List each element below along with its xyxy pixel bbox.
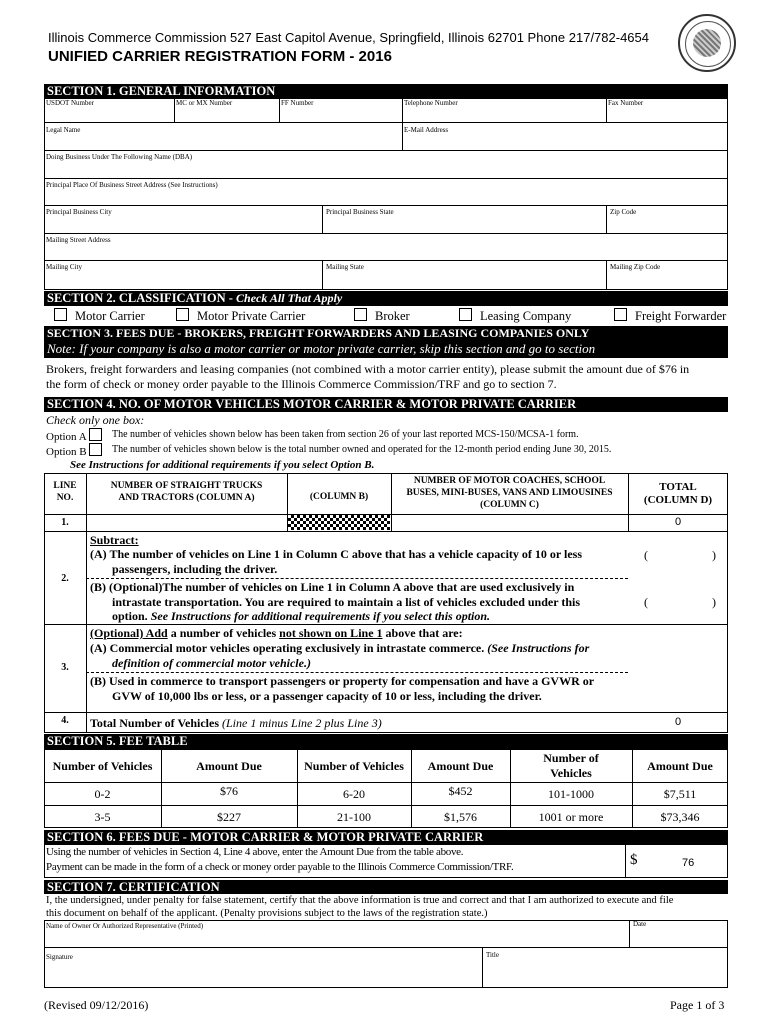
telephone-field[interactable]: Telephone Number [404,99,458,107]
line1-total: 0 [674,516,682,528]
fee-cell: 101-1000 [548,787,594,801]
line3b-text: (B) Used in commerce to transport passengers or property for compensation and have a GVWR or [90,674,595,688]
section2-header: SECTION 2. CLASSIFICATION - Check All That Apply [44,291,728,306]
line1-number: 1. [61,517,69,528]
fee-cell: 3-5 [94,810,111,824]
freight-forwarder-checkbox[interactable]: Freight Forwarder [614,308,726,324]
section6-amount-due[interactable]: 76 [682,857,695,869]
representative-name-field[interactable]: Name of Owner Or Authorized Representative (Printed) [46,922,204,930]
mailing-state-field[interactable]: Mailing State [326,263,364,271]
mailing-street-field[interactable]: Mailing Street Address [46,236,111,244]
section1-header: SECTION 1. GENERAL INFORMATION [44,84,728,98]
fee-cell: 1001 or more [538,810,604,824]
mailing-city-field[interactable]: Mailing City [46,263,82,271]
line2-number: 2. [61,573,69,584]
fee-header-amount-3: Amount Due [647,759,713,773]
option-b-instructions: See Instructions for additional requirements if you select Option B. [70,459,375,471]
fee-header-amount-2: Amount Due [427,759,494,773]
section7-header: SECTION 7. CERTIFICATION [44,880,728,894]
motor-private-carrier-checkbox[interactable]: Motor Private Carrier [176,308,305,324]
fee-header-vehicles-3: Number of Vehicles [543,751,599,780]
title-field[interactable]: Title [486,951,499,959]
motor-carrier-checkbox[interactable]: Motor Carrier [54,308,145,324]
fee-cell: $7,511 [663,787,697,801]
line4-label: Total Number of Vehicles (Line 1 minus Line 2 plus Line 3) [90,716,382,730]
line3-number: 3. [61,662,69,673]
email-field[interactable]: E-Mail Address [404,126,449,134]
checkbox-icon [89,428,102,441]
col-b-header: (COLUMN B) [309,492,369,502]
principal-city-field[interactable]: Principal Business City [46,208,112,216]
line3-intro: (Optional) Add a number of vehicles not shown on Line 1 above that are: [90,626,463,640]
usdot-number-field[interactable]: USDOT Number [46,99,94,107]
section1-grid [44,98,728,290]
line2b-text: (B) (Optional)The number of vehicles on Line 1 in Column A above that are used exclusively in [90,580,575,594]
col-a-header: NUMBER OF STRAIGHT TRUCKS AND TRACTORS (COLUMN A) [110,481,263,503]
section6-line1: Using the number of vehicles in Section 4, Line 4 above, enter the Amount Due from the table above. [46,846,464,858]
checkbox-icon [176,308,189,321]
dba-field[interactable]: Doing Business Under The Following Name (DBA) [46,153,193,161]
fee-cell: $452 [448,784,473,798]
line1-column-c-input[interactable] [392,515,627,530]
option-a-text: The number of vehicles shown below has been taken from section 26 of your last reported MCS-150/MCSA-1 form. [112,429,579,440]
signature-field[interactable]: Signature [46,953,73,961]
section4-header: SECTION 4. NO. OF MOTOR VEHICLES MOTOR CARRIER & MOTOR PRIVATE CARRIER [44,397,728,412]
fee-cell: $1,576 [444,810,477,824]
checkbox-icon [614,308,627,321]
header-address: Illinois Commerce Commission 527 East Capitol Avenue, Springfield, Illinois 62701 Phone 217/782-4654 [48,30,649,45]
fee-cell: $76 [220,784,238,798]
fee-header-vehicles-1: Number of Vehicles [52,759,153,773]
line2a-text: (A) The number of vehicles on Line 1 in Column C above that has a vehicle capacity of 10 or less [90,547,583,561]
fee-header-vehicles-2: Number of Vehicles [304,759,404,773]
line2a-text-cont: passengers, including the driver. [112,562,278,576]
principal-state-field[interactable]: Principal Business State [326,208,394,216]
mailing-zip-field[interactable]: Mailing Zip Code [610,263,661,271]
certification-text-1: I, the undersigned, under penalty for false statement, certify that the above information is true and correct and that I am authorized to execute and file [46,895,674,906]
section3-header: SECTION 3. FEES DUE - BROKERS, FREIGHT FORWARDERS AND LEASING COMPANIES ONLY Note: If your company is also a motor carrier or motor private carrier, skip this section and go to section [44,326,728,358]
subtract-label: Subtract: [90,533,139,547]
principal-street-field[interactable]: Principal Place Of Business Street Address (See Instructions) [46,181,218,189]
mc-number-field[interactable]: MC or MX Number [176,99,233,107]
line2b-text-cont2: option. See Instructions for additional requirements if you select this option. [112,609,491,623]
col-d-header: TOTAL (COLUMN D) [643,481,713,506]
option-b-checkbox[interactable]: Option B [46,443,110,458]
dollar-sign: $ [630,852,638,868]
section3-body-line2: the form of check or money order payable to the Illinois Commerce Commission/TRF and go to section 7. [46,377,557,391]
col-c-header: NUMBER OF MOTOR COACHES, SCHOOL BUSES, MINI-BUSES, VANS AND LIMOUSINES (COLUMN C) [406,476,613,510]
leasing-company-checkbox[interactable]: Leasing Company [459,308,571,324]
legal-name-field[interactable]: Legal Name [46,126,81,134]
ff-number-field[interactable]: FF Number [281,99,314,107]
fee-cell: 21-100 [337,810,371,824]
column-b-shaded-cell [288,515,390,530]
option-b-text: The number of vehicles shown below is the total number owned and operated for the 12-month period ending June 30, 2015. [112,444,612,455]
line3a-text-cont: definition of commercial motor vehicle.) [112,656,311,670]
checkbox-icon [54,308,67,321]
section6-header: SECTION 6. FEES DUE - MOTOR CARRIER & MOTOR PRIVATE CARRIER [44,830,728,844]
line4-total: 0 [674,716,682,728]
option-a-checkbox[interactable]: Option A [46,428,110,443]
fee-header-amount-1: Amount Due [196,759,262,773]
page-number: Page 1 of 3 [670,998,725,1012]
line1-column-a-input[interactable] [87,515,286,530]
section3-body-line1: Brokers, freight forwarders and leasing companies (not combined with a motor carrier entity), please submit the amount due of $76 in [46,362,690,376]
line2a-amount-input[interactable]: ( ) [644,548,716,562]
certification-text-2: this document on behalf of the applicant. (Penalty provisions subject to the laws of the registration state.) [46,908,488,919]
checkbox-icon [89,443,102,456]
line4-number: 4. [61,715,69,726]
date-field[interactable]: Date [633,920,647,928]
fee-cell: 0-2 [94,787,111,801]
form-title: UNIFIED CARRIER REGISTRATION FORM - 2016 [48,48,392,65]
line2b-text-cont: intrastate transportation. You are required to maintain a list of vehicles excluded under this [112,595,580,609]
fee-cell: 6-20 [343,787,365,801]
col-line-no-header: LINE NO. [53,481,77,503]
checkbox-icon [459,308,472,321]
state-seal-icon [678,14,736,72]
fax-field[interactable]: Fax Number [608,99,644,107]
section5-header: SECTION 5. FEE TABLE [44,734,728,749]
fee-cell: $227 [217,810,241,824]
fee-cell: $73,346 [660,810,700,824]
section6-line2: Payment can be made in the form of a check or money order payable to the Illinois Commerce Commission/TRF. [46,861,514,873]
checkbox-icon [354,308,367,321]
signature-grid [44,920,728,988]
broker-checkbox[interactable]: Broker [354,308,410,324]
line3a-text: (A) Commercial motor vehicles operating exclusively in intrastate commerce. (See Instructions for [90,641,590,655]
zip-code-field[interactable]: Zip Code [610,208,637,216]
line3b-text-cont: GVW of 10,000 lbs or less, or a passenger capacity of 10 or less, including the driver. [112,689,542,703]
check-only-one-label: Check only one box: [46,413,145,427]
revised-date: (Revised 09/12/2016) [44,998,149,1012]
line2b-amount-input[interactable]: ( ) [644,595,716,609]
